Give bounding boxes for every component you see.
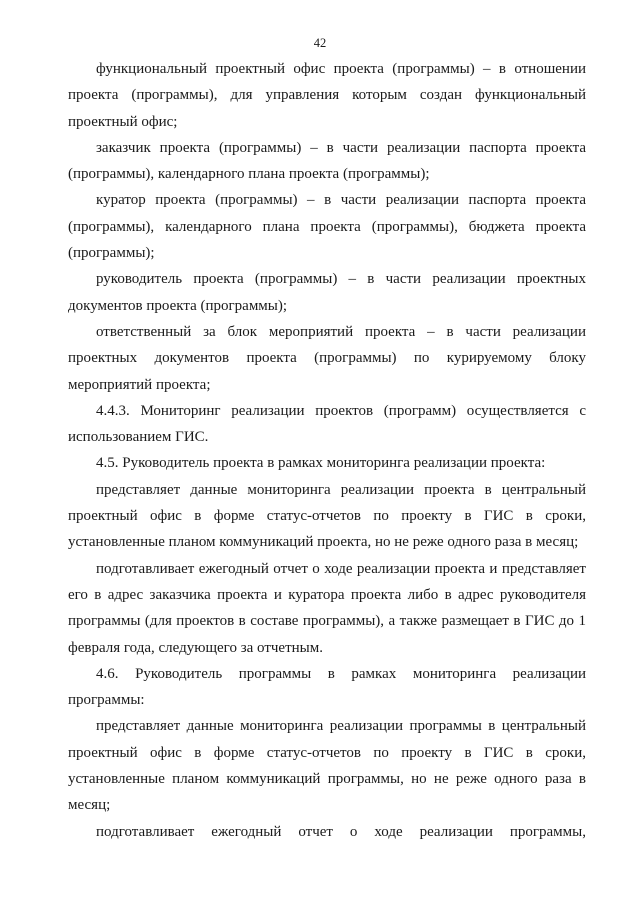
page-number: 42 — [313, 36, 327, 50]
paragraph-project-customer: заказчик проекта (программы) – в части реализации паспорта проекта (программы), календарного плана проекта (программы); — [68, 139, 586, 183]
paragraph-project-monitoring-data: представляет данные мониторинга реализации проекта в центральный проектный офис в форме статус-отчетов по проекту в ГИС в сроки, установленные планом коммуникаций проекта, но не реже одного раза в месяц; — [68, 481, 586, 551]
paragraph-4-4-3: 4.4.3. Мониторинг реализации проектов (программ) осуществляется с использованием ГИС. — [68, 402, 586, 446]
document-body — [68, 56, 586, 845]
paragraph-program-monitoring-data: представляет данные мониторинга реализации программы в центральный проектный офис в форме статус-отчетов по проекту в ГИС в сроки, установленные планом коммуникаций программы, но не реже одного раза в месяц; — [68, 718, 586, 814]
paragraph-functional-office: функциональный проектный офис проекта (программы) – в отношении проекта (программы), для управления которым создан функциональный проектный офис; — [68, 61, 586, 130]
paragraph-project-curator: куратор проекта (программы) – в части реализации паспорта проекта (программы), календарного плана проекта (программы), бюджета проекта (программы); — [68, 192, 586, 262]
paragraph-project-annual-report: подготавливает ежегодный отчет о ходе реализации проекта и представляет его в адрес заказчика проекта и куратора проекта либо в адрес руководителя программы (для проектов в составе программы), а также размещает в ГИС до 1 февраля года, следующего за отчетным. — [68, 560, 586, 656]
paragraph-project-manager: руководитель проекта (программы) – в части реализации проектных документов проекта (программы); — [68, 271, 586, 314]
paragraph-block-responsible: ответственный за блок мероприятий проекта – в части реализации проектных документов проекта (программы) по курируемому блоку мероприятий проекта; — [68, 323, 586, 393]
paragraph-4-6: 4.6. Руководитель программы в рамках мониторинга реализации программы: — [68, 665, 586, 709]
paragraph-program-annual-report: подготавливает ежегодный отчет о ходе реализации программы, — [96, 823, 586, 840]
paragraph-4-5: 4.5. Руководитель проекта в рамках мониторинга реализации проекта: — [96, 455, 546, 472]
